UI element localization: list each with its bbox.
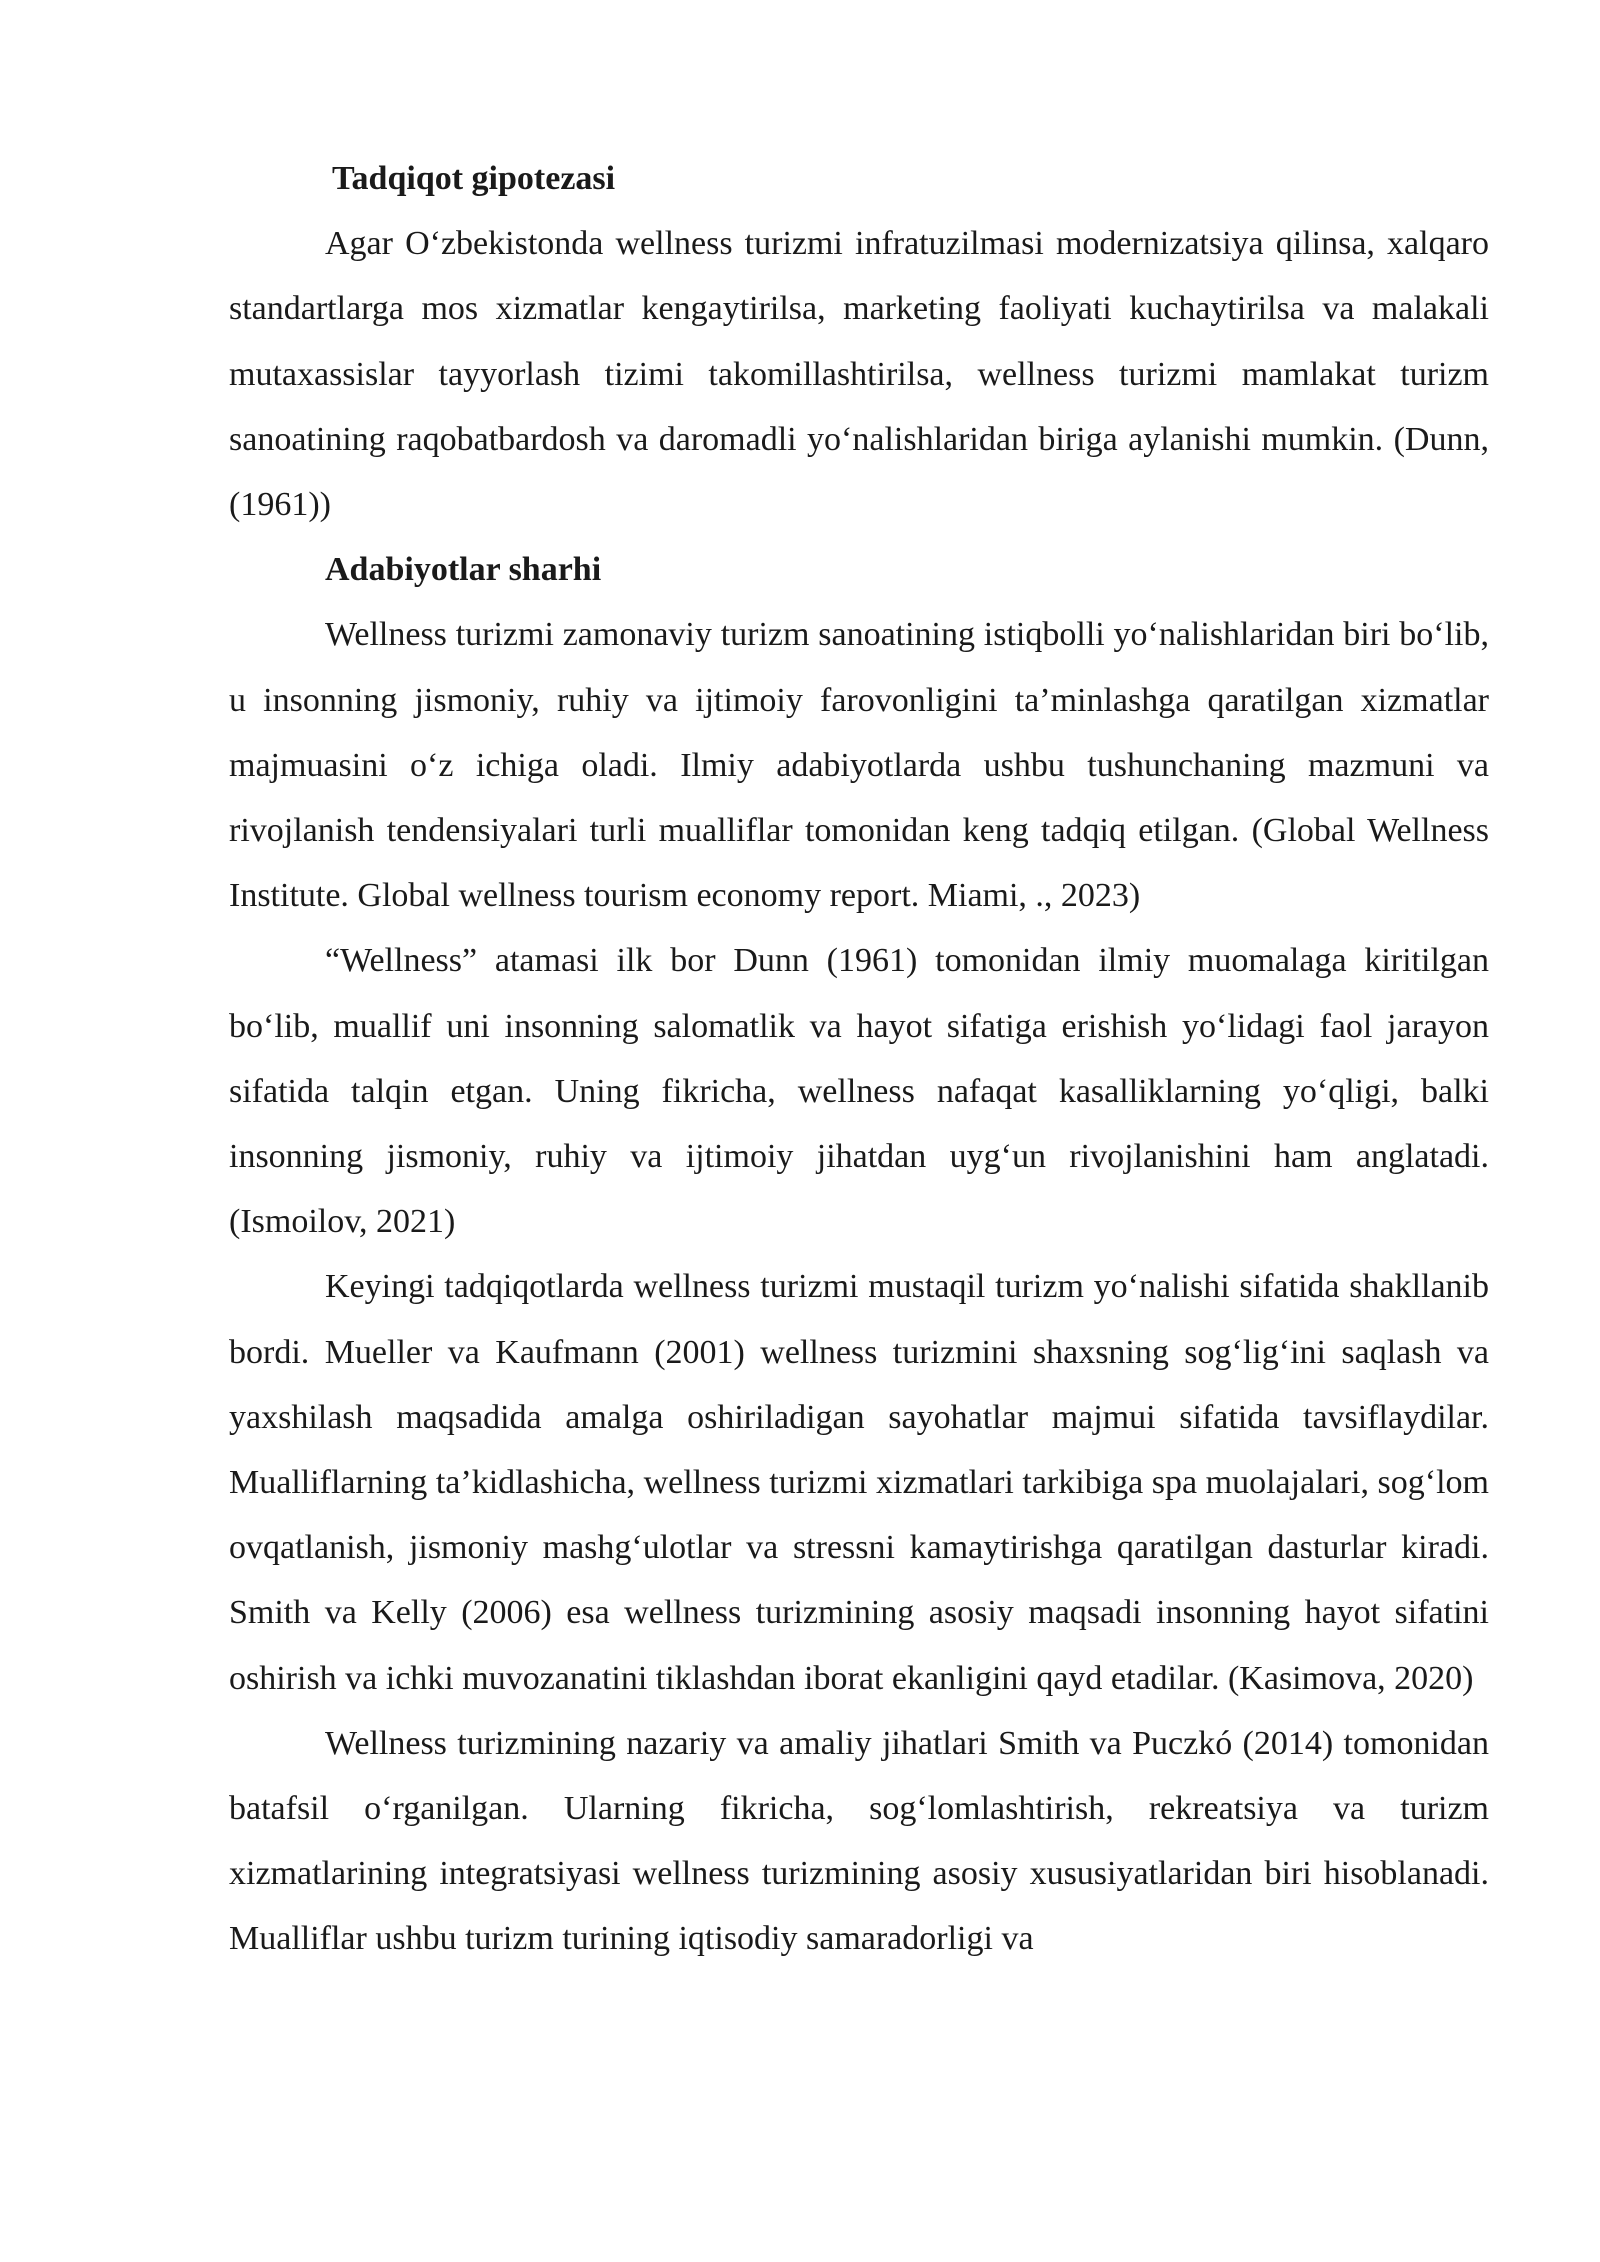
heading-literature-review: Adabiyotlar sharhi <box>325 551 602 589</box>
paragraph-dunn-definition: “Wellness” atamasi ilk bor Dunn (1961) tomonidan ilmiy muomalaga kiritilgan bo‘lib, muallif uni insonning salomatlik va hayot sifatiga erishish yo‘lidagi faol jarayon sifatida talqin etgan. Uning fikricha, wellness nafaqat kasalliklarning yo‘qligi, balki insonning jismoniy, ruhiy va ijtimoiy jihatdan uyg‘un rivojlanishini ham anglatadi. (Ismoilov, 2021) <box>229 942 1489 1241</box>
paragraph-hypothesis: Agar O‘zbekistonda wellness turizmi infratuzilmasi modernizatsiya qilinsa, xalqaro standartlarga mos xizmatlar kengaytirilsa, marketing faoliyati kuchaytirilsa va malakali mutaxassislar tayyorlash tizimi takomillashtirilsa, wellness turizmi mamlakat turizm sanoatining raqobatbardosh va daromadli yo‘nalishlaridan biriga aylanishi mumkin. (Dunn, (1961)) <box>229 225 1489 524</box>
paragraph-smith-puczko: Wellness turizmining nazariy va amaliy jihatlari Smith va Puczkó (2014) tomonidan batafsil o‘rganilgan. Ularning fikricha, sog‘lomlashtirish, rekreatsiya va turizm xizmatlarining integratsiyasi wellness turizmining asosiy xususiyatlaridan biri hisoblanadi. Mualliflar ushbu turizm turining iqtisodiy samaradorligi va <box>229 1724 1489 1958</box>
page-body <box>229 146 1489 1972</box>
heading-hypothesis: Tadqiqot gipotezasi <box>332 160 616 197</box>
paragraph-later-research: Keyingi tadqiqotlarda wellness turizmi mustaqil turizm yo‘nalishi sifatida shakllanib bordi. Mueller va Kaufmann (2001) wellness turizmini shaxsning sog‘lig‘ini saqlash va yaxshilash maqsadida amalga oshiriladigan sayohatlar majmui sifatida tavsiflaydilar. Mualliflarning ta’kidlashicha, wellness turizmi xizmatlari tarkibiga spa muolajalari, sog‘lom ovqatlanish, jismoniy mashg‘ulotlar va stressni kamaytirishga qaratilgan dasturlar kiradi. Smith va Kelly (2006) esa wellness turizmining asosiy maqsadi insonning hayot sifatini oshirish va ichki muvozanatini tiklashdan iborat ekanligini qayd etadilar. (Kasimova, 2020) <box>229 1268 1489 1697</box>
paragraph-wellness-intro: Wellness turizmi zamonaviy turizm sanoatining istiqbolli yo‘nalishlaridan biri bo‘lib, u insonning jismoniy, ruhiy va ijtimoiy farovonligini ta’minlashga qaratilgan xizmatlar majmuasini o‘z ichiga oladi. Ilmiy adabiyotlarda ushbu tushunchaning mazmuni va rivojlanish tendensiyalari turli mualliflar tomonidan keng tadqiq etilgan. (Global Wellness Institute. Global wellness tourism economy report. Miami, ., 2023) <box>229 616 1489 915</box>
